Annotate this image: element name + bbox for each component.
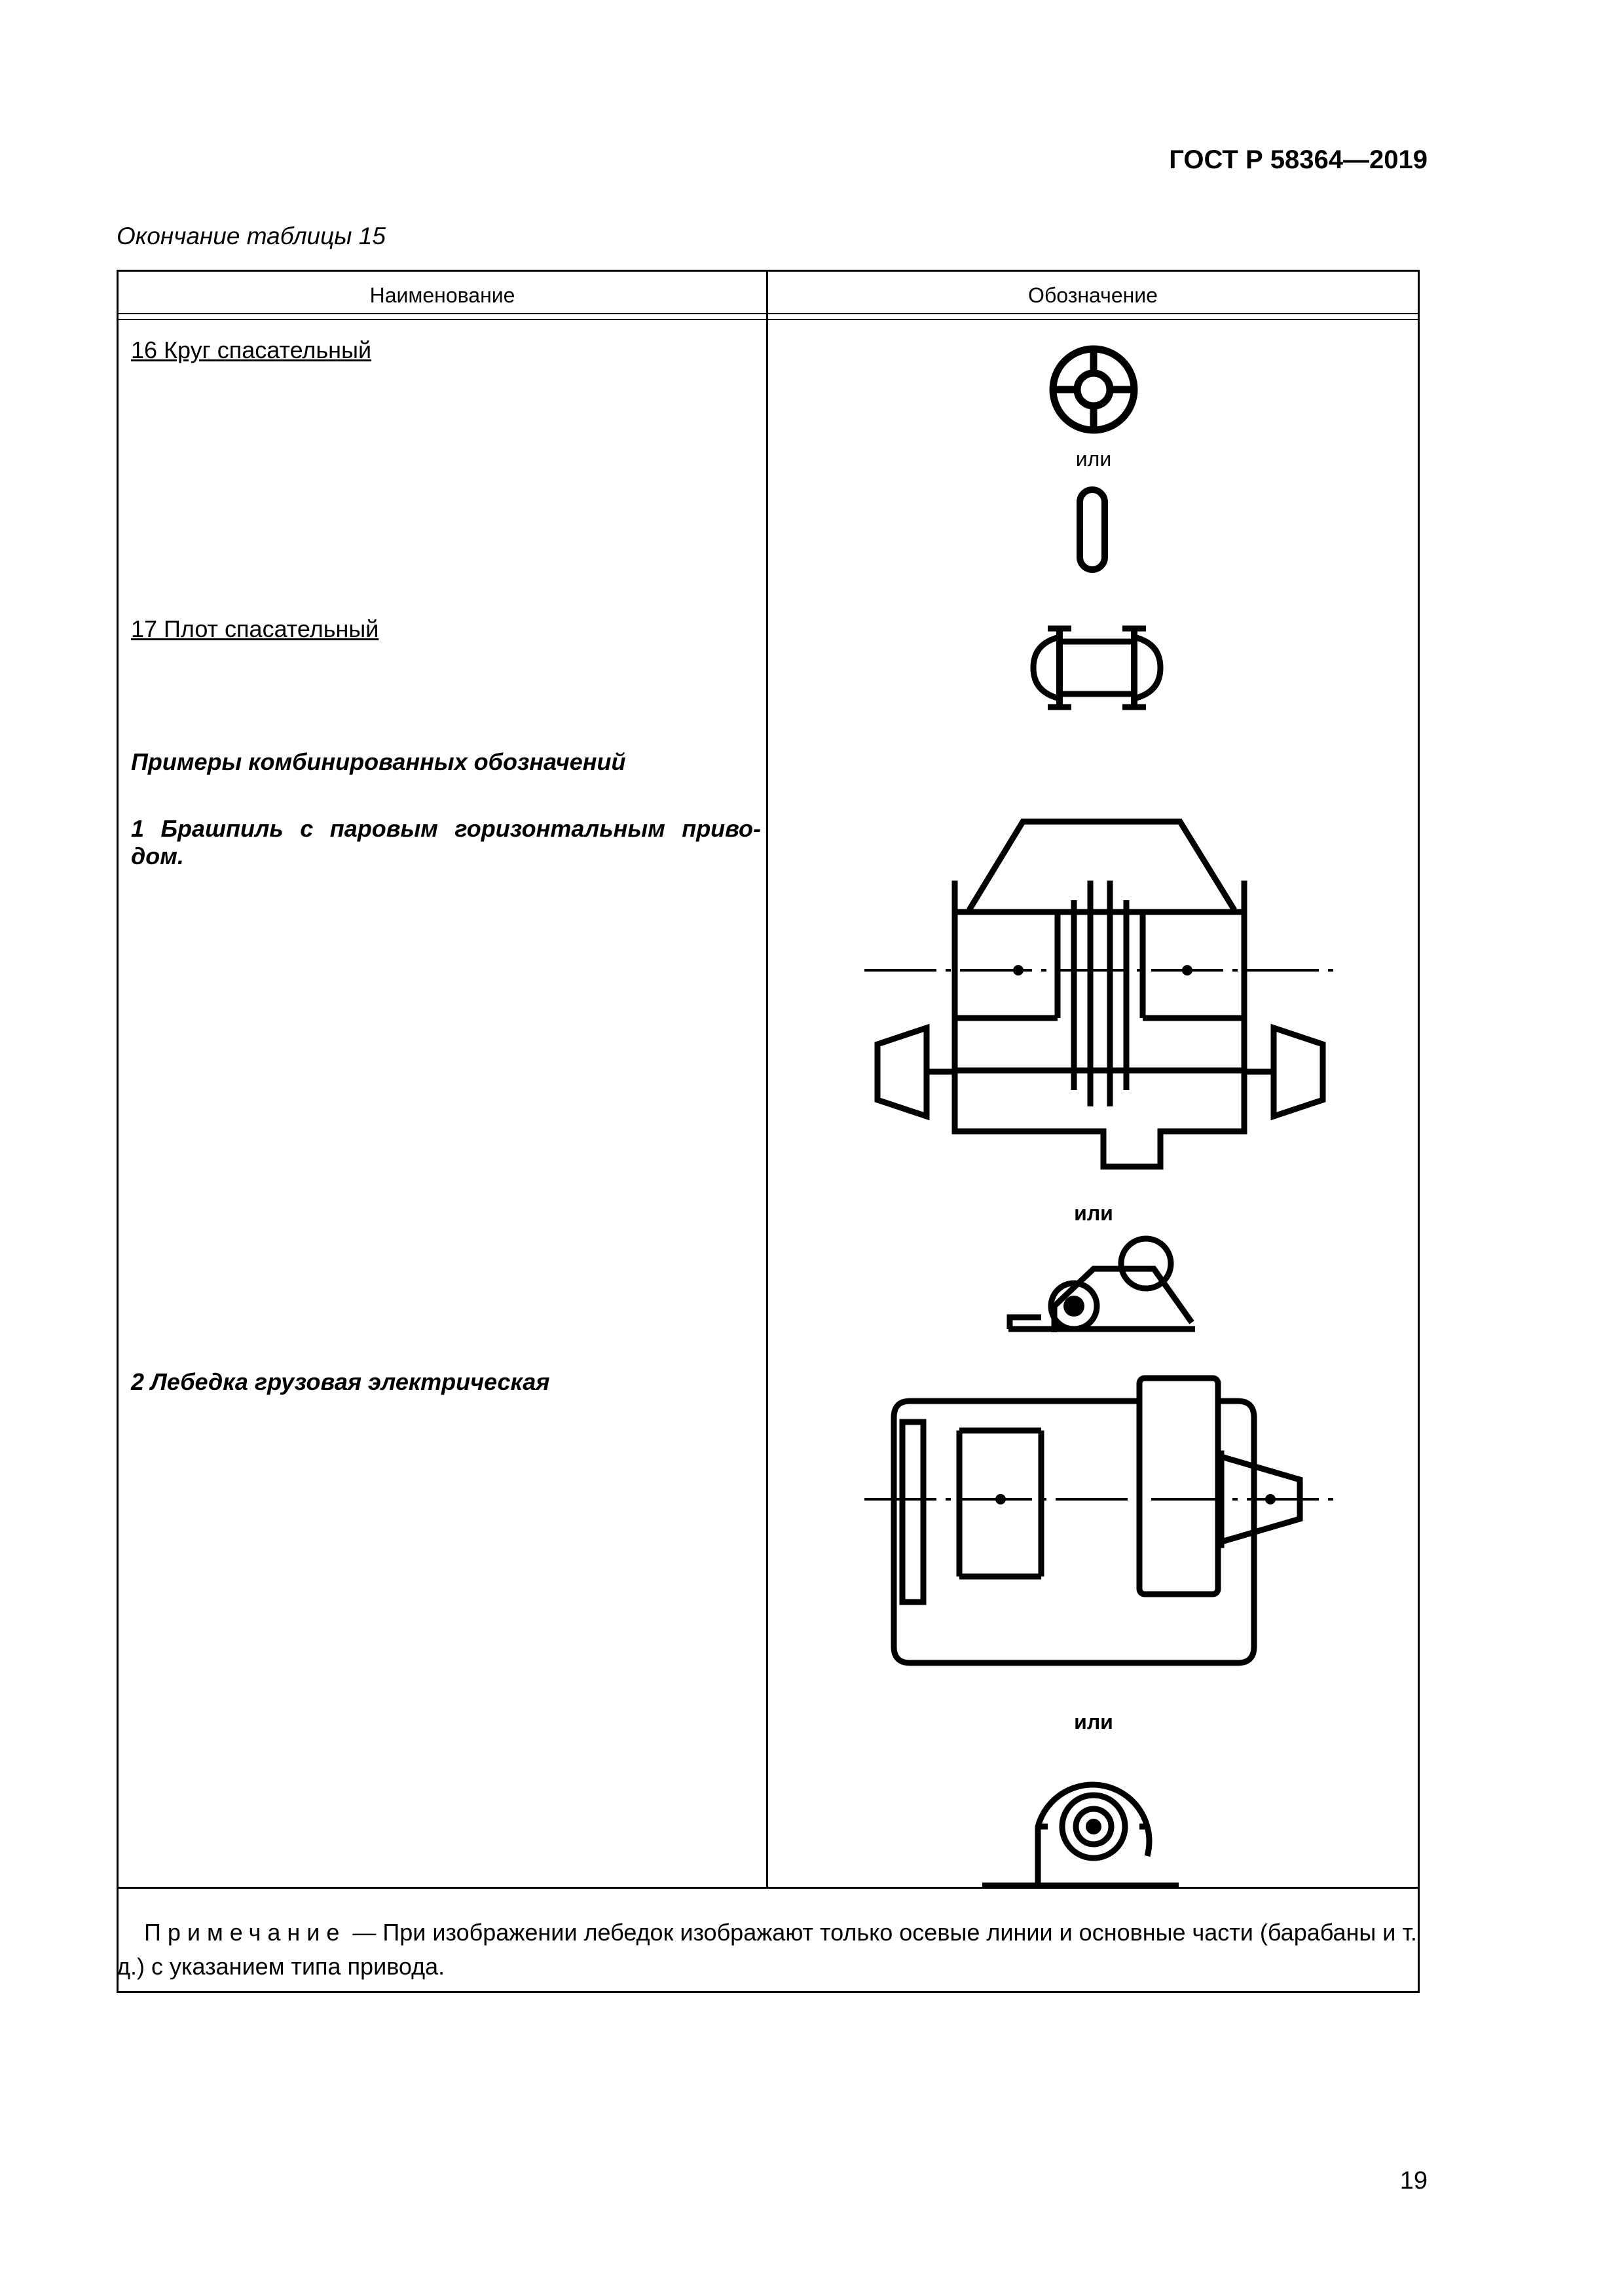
note-label: Примечание	[144, 1919, 346, 1946]
header-divider-1	[117, 313, 1420, 314]
column-header-name: Наименование	[369, 283, 515, 307]
column-header-symbol: Обозначение	[1028, 283, 1158, 307]
examples-heading: Примеры комбинированных обозначений	[131, 748, 626, 775]
example-winch: 2 Лебедка грузовая электрическая	[131, 1368, 550, 1395]
table-border-left	[117, 270, 119, 1993]
note-divider	[117, 1887, 1420, 1889]
table-border-bottom	[117, 1991, 1420, 1993]
page-number: 19	[1399, 2167, 1428, 2195]
row-name-lifebuoy: 16 Круг спасательный	[131, 337, 372, 363]
liferaft-icon	[1028, 625, 1166, 710]
or-label-winch: или	[1074, 1710, 1113, 1734]
example-windlass-line1: 1 Брашпиль с паровым горизонтальным приво-	[131, 815, 761, 842]
windlass-steam-drive-icon	[864, 815, 1336, 1182]
note-text: — При изображении лебедок изображают только осевые линии и основные части (барабаны и т. д.) с указанием типа привода.	[117, 1919, 1417, 1980]
document-code: ГОСТ Р 58364—2019	[1169, 145, 1428, 174]
windlass-alternative-icon	[995, 1231, 1205, 1349]
row-name-liferaft: 17 Плот спасательный	[131, 615, 379, 642]
lifebuoy-ring-icon	[1041, 337, 1146, 442]
lifebuoy-side-icon	[1071, 484, 1116, 576]
table-caption: Окончание таблицы 15	[117, 223, 386, 249]
or-label-lifebuoy: или	[1075, 447, 1112, 471]
electric-cargo-winch-icon	[864, 1375, 1336, 1696]
winch-alternative-icon	[982, 1755, 1179, 1892]
example-windlass-line2: дом.	[131, 843, 184, 869]
or-label-windlass: или	[1074, 1201, 1113, 1225]
table-border-top	[117, 270, 1420, 272]
table-border-right	[1418, 270, 1420, 1993]
table-note	[117, 1916, 1418, 1984]
column-divider	[766, 270, 768, 1888]
header-divider-2	[117, 319, 1420, 320]
